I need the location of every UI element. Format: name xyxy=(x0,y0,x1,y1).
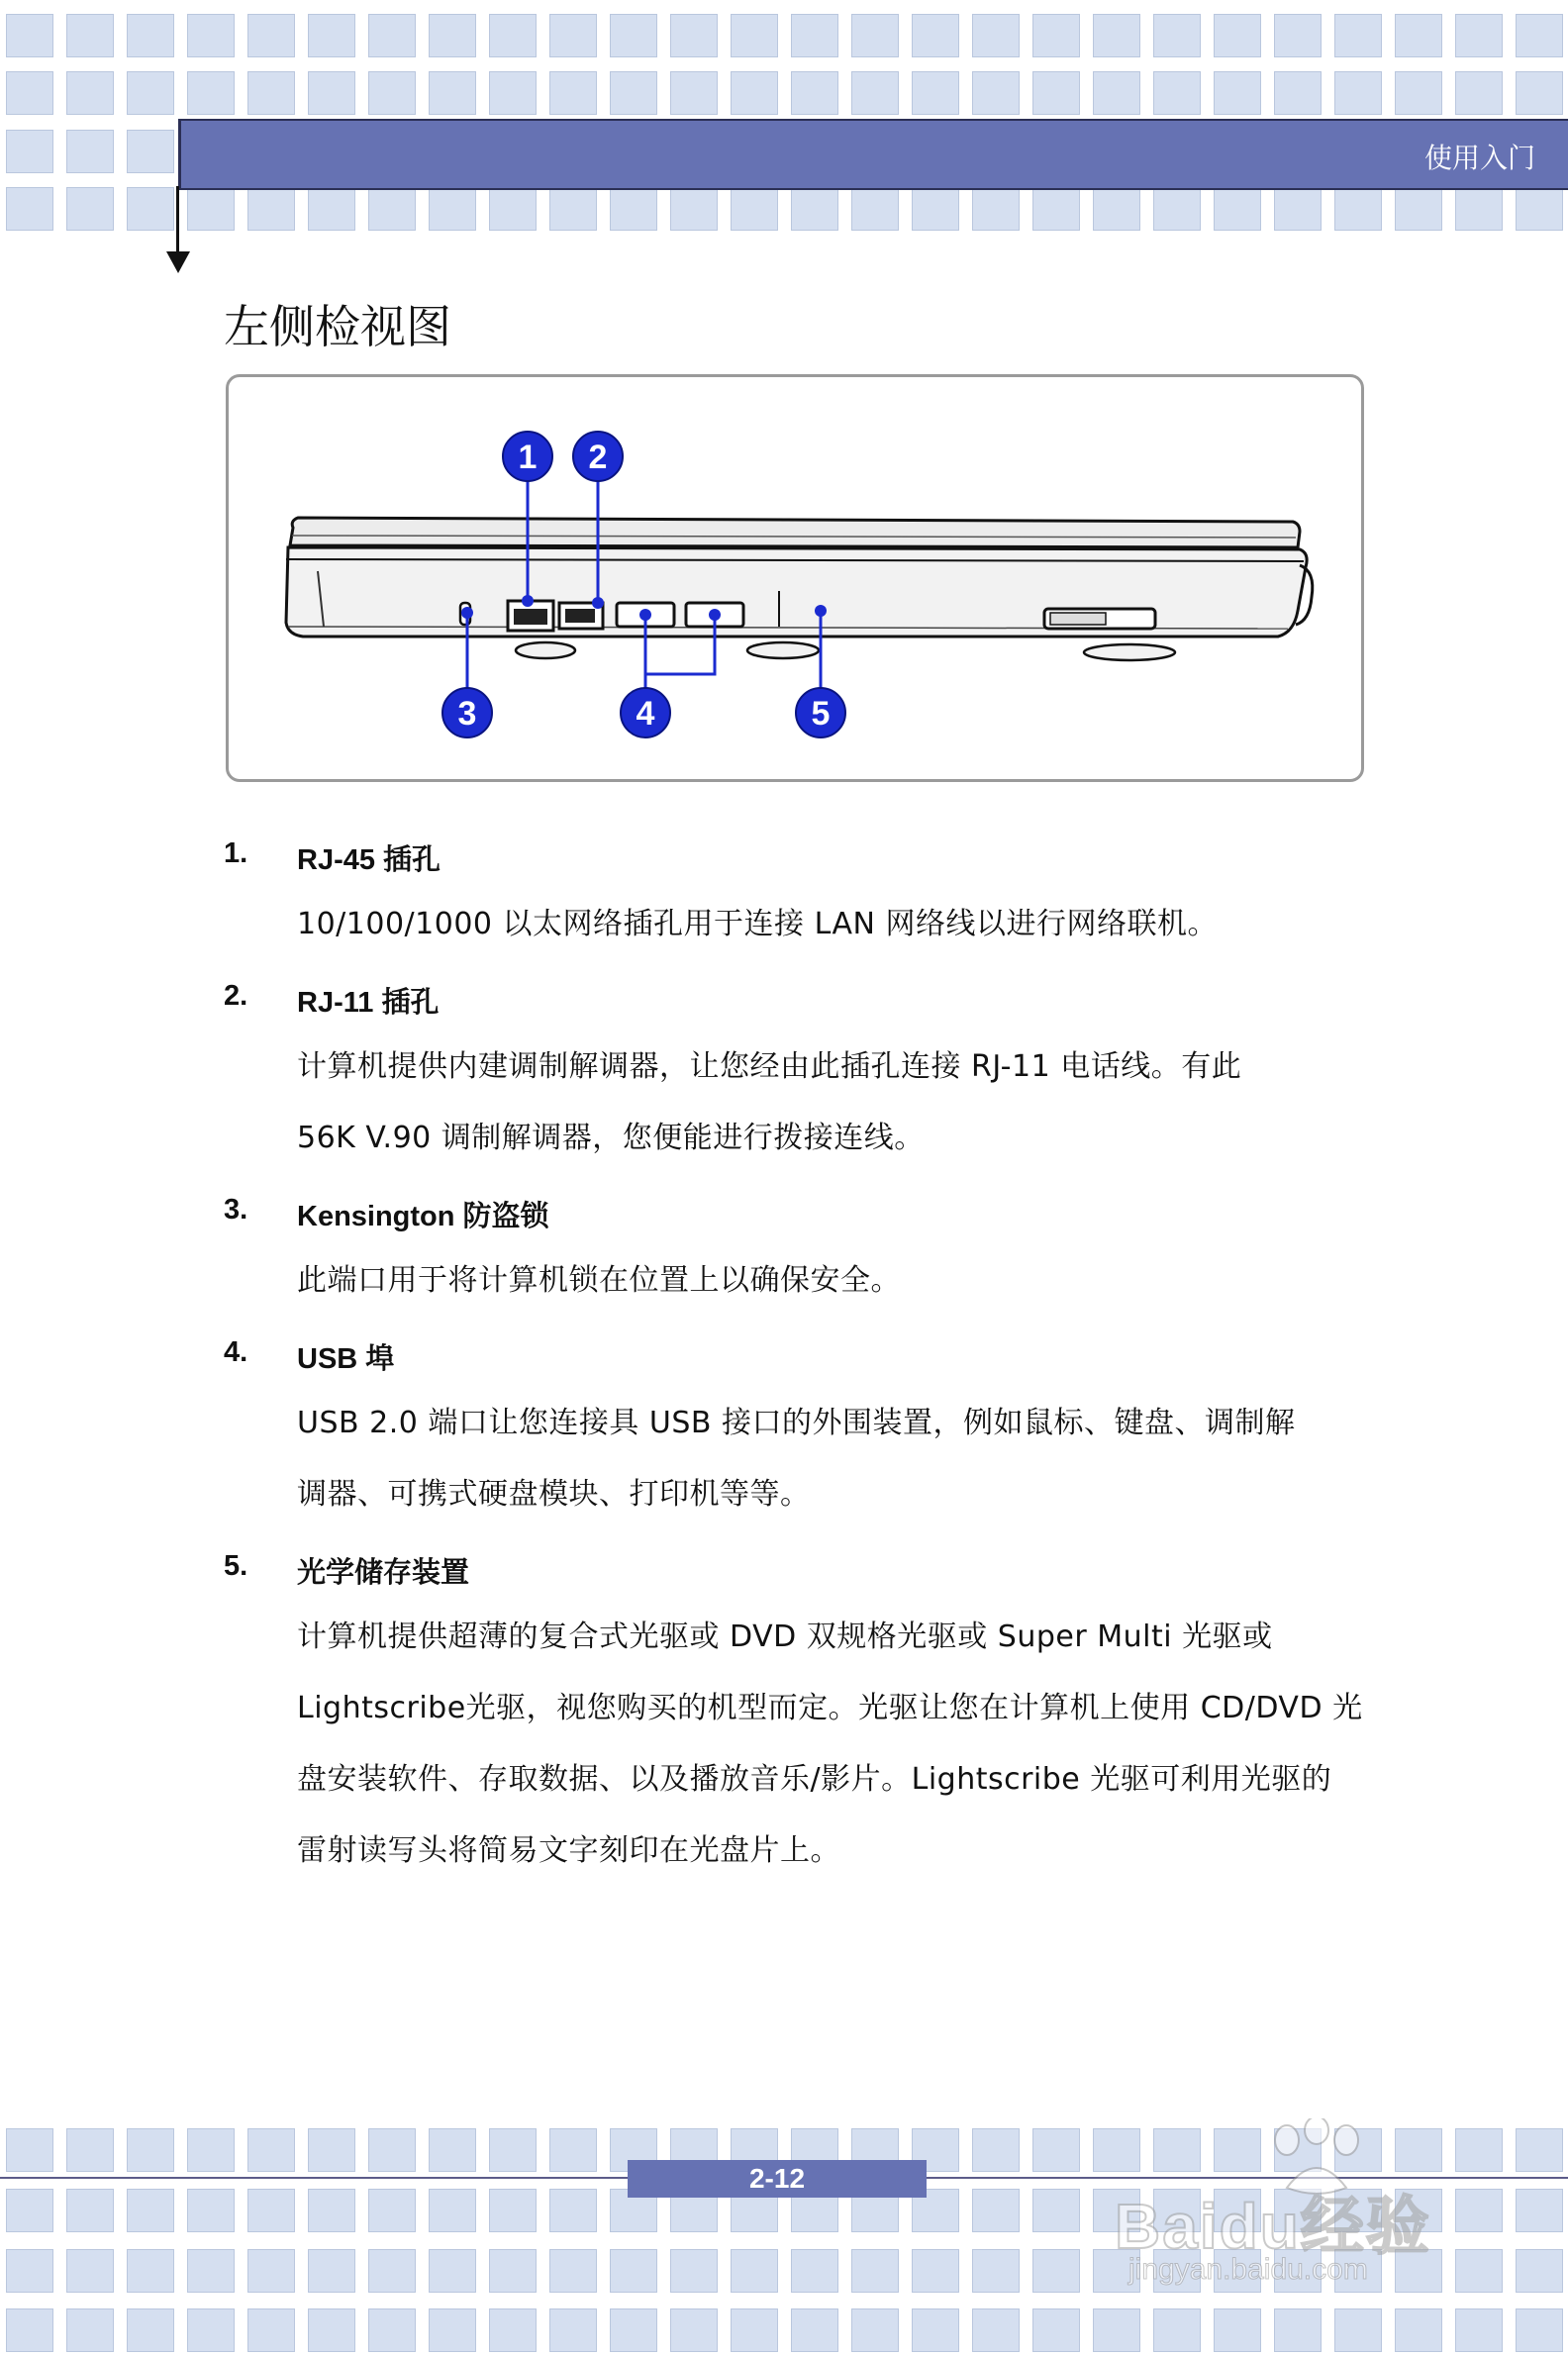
decorative-tile xyxy=(1032,2189,1080,2232)
decorative-tile xyxy=(247,14,295,57)
item-title-usb: USB 埠 xyxy=(297,1343,395,1375)
decorative-tile xyxy=(1516,2128,1563,2172)
decorative-tile xyxy=(1395,14,1442,57)
svg-text:5: 5 xyxy=(811,695,831,733)
decorative-tile xyxy=(1516,71,1563,115)
decorative-tile xyxy=(247,2308,295,2352)
decorative-tile xyxy=(972,2189,1020,2232)
decorative-tile xyxy=(851,2249,899,2293)
laptop-left-side-figure xyxy=(226,374,1364,782)
decorative-tile xyxy=(972,2128,1020,2172)
decorative-tile xyxy=(308,2128,355,2172)
decorative-tile xyxy=(1032,187,1080,231)
description-line: USB 2.0 端口让您连接具 USB 接口的外围装置，例如鼠标、键盘、调制解 xyxy=(297,1406,1296,1440)
decorative-tile xyxy=(489,2128,537,2172)
decorative-tile xyxy=(127,130,174,173)
decorative-tile xyxy=(66,2189,114,2232)
decorative-tile xyxy=(549,187,597,231)
decorative-tile xyxy=(912,2308,959,2352)
decorative-tile xyxy=(1032,2128,1080,2172)
decorative-tile xyxy=(670,2308,718,2352)
decorative-tile xyxy=(368,2249,416,2293)
decorative-tile xyxy=(1455,14,1503,57)
decorative-tile xyxy=(127,2189,174,2232)
decorative-tile xyxy=(308,71,355,115)
decorative-tile xyxy=(489,2249,537,2293)
down-arrow-icon xyxy=(166,251,190,273)
svg-text:1: 1 xyxy=(518,439,538,476)
decorative-tile xyxy=(610,2249,657,2293)
decorative-tile xyxy=(127,2308,174,2352)
decorative-tile xyxy=(851,71,899,115)
section-title: 使用入门 xyxy=(1423,142,1535,174)
description-line: Lightscribe光驱，视您购买的机型而定。光驱让您在计算机上使用 CD/DVD 光 xyxy=(297,1691,1363,1725)
decorative-tile xyxy=(912,14,959,57)
decorative-tile xyxy=(1093,71,1140,115)
decorative-tile xyxy=(549,71,597,115)
decorative-tile xyxy=(6,71,53,115)
decorative-tile xyxy=(610,2308,657,2352)
decorative-tile xyxy=(610,71,657,115)
baidu-watermark xyxy=(1109,2118,1505,2316)
decorative-tile xyxy=(187,2128,235,2172)
description-line: 计算机提供超薄的复合式光驱或 DVD 双规格光驱或 Super Multi 光驱或 xyxy=(297,1620,1273,1654)
decorative-tile xyxy=(1516,2249,1563,2293)
decorative-tile xyxy=(1214,71,1261,115)
decorative-tile xyxy=(66,14,114,57)
decorative-tile xyxy=(6,2249,53,2293)
item-title-optical-drive: 光学储存装置 xyxy=(297,1557,470,1589)
decorative-tile xyxy=(187,2249,235,2293)
decorative-tile xyxy=(610,187,657,231)
decorative-tile xyxy=(1274,71,1322,115)
decorative-tile xyxy=(1093,14,1140,57)
decorative-tile xyxy=(66,2308,114,2352)
decorative-tile xyxy=(1334,71,1382,115)
decorative-tile xyxy=(368,187,416,231)
decorative-tile xyxy=(1274,187,1322,231)
description-line: 盘安装软件、存取数据、以及播放音乐/影片。Lightscribe 光驱可利用光驱的 xyxy=(297,1762,1332,1797)
decorative-tile xyxy=(972,14,1020,57)
decorative-tile xyxy=(731,2308,778,2352)
description-line: 调器、可携式硬盘模块、打印机等等。 xyxy=(297,1477,811,1512)
decorative-tile xyxy=(368,71,416,115)
callout-3 xyxy=(442,688,492,737)
callout-1 xyxy=(503,432,552,481)
decorative-tile xyxy=(1032,2249,1080,2293)
description-line: 此端口用于将计算机锁在位置上以确保安全。 xyxy=(297,1263,901,1298)
decorative-tile xyxy=(791,2308,838,2352)
item-description-kensington xyxy=(297,1245,1366,1317)
decorative-tile xyxy=(1516,2189,1563,2232)
decorative-tile xyxy=(66,187,114,231)
svg-text:3: 3 xyxy=(457,695,477,733)
decorative-tile xyxy=(791,2249,838,2293)
decorative-tile xyxy=(851,14,899,57)
item-description-rj45 xyxy=(297,889,1366,960)
decorative-tile xyxy=(6,2308,53,2352)
header-band xyxy=(178,119,1568,190)
decorative-tile xyxy=(127,2128,174,2172)
decorative-tile xyxy=(670,71,718,115)
decorative-tile xyxy=(1032,14,1080,57)
decorative-tile xyxy=(912,2249,959,2293)
decorative-tile xyxy=(66,130,114,173)
decorative-tile xyxy=(489,14,537,57)
decorative-tile xyxy=(6,187,53,231)
decorative-tile xyxy=(66,71,114,115)
header-rule xyxy=(176,186,179,253)
decorative-tile xyxy=(368,2189,416,2232)
decorative-tile xyxy=(912,71,959,115)
decorative-tile xyxy=(247,187,295,231)
decorative-tile xyxy=(308,2249,355,2293)
callout-2 xyxy=(573,432,623,481)
item-description-rj11 xyxy=(297,1031,1366,1174)
decorative-tile xyxy=(972,71,1020,115)
decorative-tile xyxy=(549,2249,597,2293)
callout-5 xyxy=(796,688,845,737)
decorative-tile xyxy=(731,71,778,115)
item-number: 4. xyxy=(224,1336,248,1368)
decorative-tile xyxy=(791,71,838,115)
decorative-tile xyxy=(1032,71,1080,115)
decorative-tile xyxy=(429,2189,476,2232)
decorative-tile xyxy=(1395,187,1442,231)
decorative-tile xyxy=(1395,71,1442,115)
decorative-tile xyxy=(187,187,235,231)
decorative-tile xyxy=(247,71,295,115)
description-line: 雷射读写头将简易文字刻印在光盘片上。 xyxy=(297,1833,840,1868)
callout-4 xyxy=(621,688,670,737)
decorative-tile xyxy=(972,2249,1020,2293)
item-number: 1. xyxy=(224,837,248,869)
decorative-tile xyxy=(670,187,718,231)
decorative-tile xyxy=(1214,187,1261,231)
decorative-tile xyxy=(549,2128,597,2172)
decorative-tile xyxy=(851,2308,899,2352)
description-line: 计算机提供内建调制解调器，让您经由此插孔连接 RJ-11 电话线。有此 xyxy=(297,1049,1242,1084)
watermark-url: jingyan.baidu.com xyxy=(1128,2253,1368,2286)
decorative-tile xyxy=(66,2249,114,2293)
decorative-tile xyxy=(731,187,778,231)
decorative-tile xyxy=(549,2308,597,2352)
decorative-tile xyxy=(791,14,838,57)
decorative-tile xyxy=(489,71,537,115)
decorative-tile xyxy=(1516,14,1563,57)
decorative-tile xyxy=(1274,14,1322,57)
decorative-tile xyxy=(308,14,355,57)
item-description-usb xyxy=(297,1388,1366,1530)
description-line: 10/100/1000 以太网络插孔用于连接 LAN 网络线以进行网络联机。 xyxy=(297,907,1218,941)
decorative-tile xyxy=(489,2308,537,2352)
page-title: 左侧检视图 xyxy=(224,300,451,353)
decorative-tile xyxy=(127,71,174,115)
decorative-tile xyxy=(429,2128,476,2172)
item-title-kensington: Kensington 防盗锁 xyxy=(297,1201,549,1232)
decorative-tile xyxy=(6,2128,53,2172)
decorative-tile xyxy=(187,2189,235,2232)
decorative-tile xyxy=(368,2128,416,2172)
decorative-tile xyxy=(1032,2308,1080,2352)
page-number: 2-12 xyxy=(628,2160,927,2198)
decorative-tile xyxy=(731,14,778,57)
decorative-tile xyxy=(187,71,235,115)
watermark-brand: Baidu经验 xyxy=(1115,2191,1431,2262)
decorative-tile xyxy=(1334,14,1382,57)
decorative-tile xyxy=(308,2189,355,2232)
decorative-tile xyxy=(1455,71,1503,115)
decorative-tile xyxy=(972,2308,1020,2352)
decorative-tile xyxy=(670,2249,718,2293)
svg-text:4: 4 xyxy=(636,695,655,733)
decorative-tile xyxy=(6,14,53,57)
decorative-tile xyxy=(66,2128,114,2172)
decorative-tile xyxy=(972,187,1020,231)
decorative-tile xyxy=(429,2308,476,2352)
item-number: 3. xyxy=(224,1194,248,1226)
decorative-tile xyxy=(6,2189,53,2232)
decorative-tile xyxy=(368,2308,416,2352)
decorative-tile xyxy=(127,14,174,57)
decorative-tile xyxy=(731,2249,778,2293)
decorative-tile xyxy=(429,71,476,115)
decorative-tile xyxy=(1153,187,1201,231)
decorative-tile xyxy=(429,2249,476,2293)
decorative-tile xyxy=(247,2249,295,2293)
decorative-tile xyxy=(247,2128,295,2172)
decorative-tile xyxy=(6,130,53,173)
laptop-illustration xyxy=(229,377,1367,785)
decorative-tile xyxy=(912,187,959,231)
decorative-tile xyxy=(610,14,657,57)
decorative-tile xyxy=(127,187,174,231)
decorative-tile xyxy=(1334,187,1382,231)
decorative-tile xyxy=(308,187,355,231)
decorative-tile xyxy=(127,2249,174,2293)
decorative-tile xyxy=(489,187,537,231)
decorative-tile xyxy=(549,2189,597,2232)
decorative-tile xyxy=(1516,187,1563,231)
decorative-tile xyxy=(549,14,597,57)
decorative-tile xyxy=(1093,187,1140,231)
decorative-tile xyxy=(489,2189,537,2232)
item-title-rj45: RJ-45 插孔 xyxy=(297,844,441,876)
decorative-tile xyxy=(187,2308,235,2352)
decorative-tile xyxy=(187,14,235,57)
decorative-tile xyxy=(1153,71,1201,115)
item-description-optical-drive xyxy=(297,1602,1366,1887)
item-number: 2. xyxy=(224,980,248,1012)
decorative-tile xyxy=(1214,14,1261,57)
decorative-tile xyxy=(1153,14,1201,57)
decorative-tile xyxy=(791,187,838,231)
svg-text:2: 2 xyxy=(588,439,608,476)
decorative-tile xyxy=(429,14,476,57)
item-title-rj11: RJ-11 插孔 xyxy=(297,987,440,1019)
description-line: 56K V.90 调制解调器，您便能进行拨接连线。 xyxy=(297,1121,925,1155)
decorative-tile xyxy=(308,2308,355,2352)
decorative-tile xyxy=(368,14,416,57)
decorative-tile xyxy=(851,187,899,231)
decorative-tile xyxy=(1455,187,1503,231)
decorative-tile xyxy=(247,2189,295,2232)
decorative-tile xyxy=(429,187,476,231)
decorative-tile xyxy=(1516,2308,1563,2352)
decorative-tile xyxy=(670,14,718,57)
item-number: 5. xyxy=(224,1550,248,1582)
